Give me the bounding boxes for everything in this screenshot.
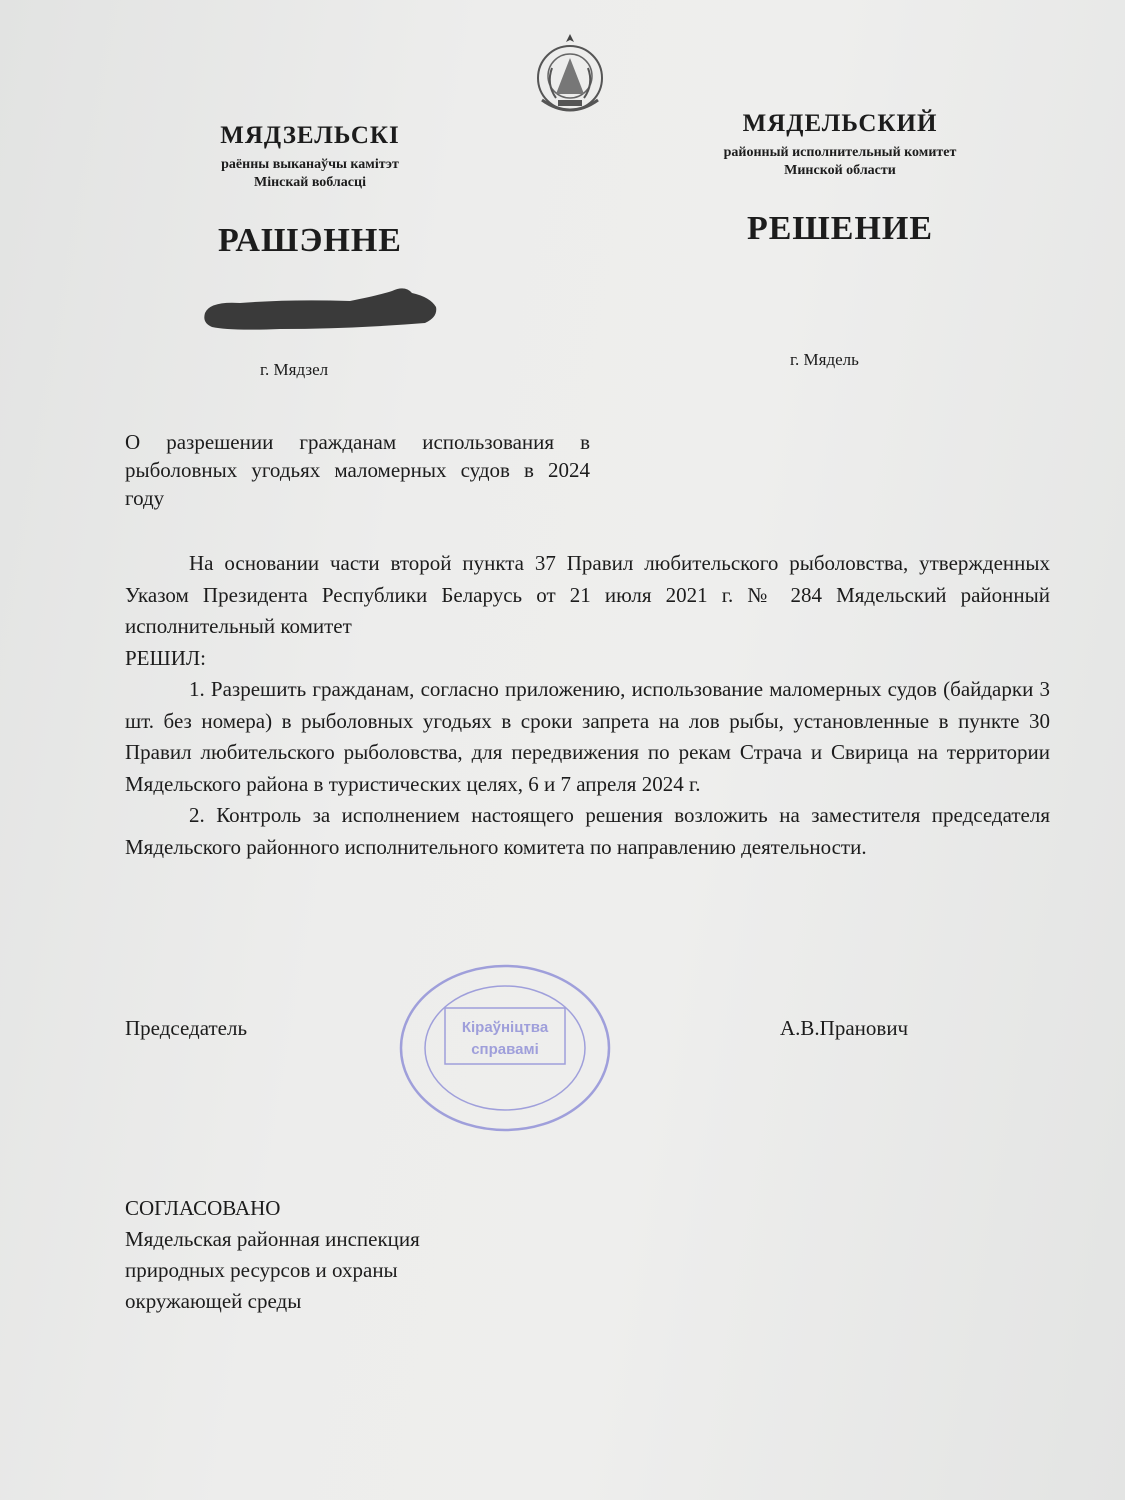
official-stamp: [395, 960, 615, 1140]
stamp-line1: Кіраўніцтва: [461, 1019, 549, 1036]
org-name-ru: МЯДЕЛЬСКИЙ: [742, 110, 938, 137]
agreed-block: [125, 1193, 420, 1317]
org-sub2-by: Мінскай вобласці: [254, 175, 366, 190]
org-sub2-ru: Минской области: [784, 163, 896, 178]
header-left: [150, 122, 470, 192]
resolved-label: РЕШИЛ:: [125, 645, 206, 670]
signature-name: А.В.Пранович: [780, 1016, 909, 1040]
org-name-by: МЯДЗЕЛЬСКІ: [220, 122, 400, 149]
agreed-line1: Мядельская районная инспекция: [125, 1227, 420, 1251]
item-1-paragraph: 1. Разрешить гражданам, согласно приложению, использование маломерных судов (байдарки 3 шт. без номера) в рыболовных угодьях в сроки запрета на лов рыбы, установленные в пункте 30 Правил любительского рыболовства, для передвижения по рекам Страча и Свирица на территории Мядельского района в туристических целях, 6 и 7 апреля 2024 г.: [125, 677, 1050, 796]
doc-type-by: РАШЭННЕ: [218, 222, 402, 259]
redacted-date-number: [200, 285, 440, 337]
city-ru: г. Мядель: [790, 350, 859, 369]
header-right: [670, 110, 1010, 180]
signature-title: Председатель: [125, 1016, 248, 1040]
document-subject: О разрешении гражданам использования в рыболовных угодьях маломерных судов в 2024 году: [125, 430, 590, 510]
document-body: [125, 548, 1050, 863]
doc-type-ru: РЕШЕНИЕ: [746, 210, 934, 247]
agreed-line2: природных ресурсов и охраны: [125, 1258, 398, 1282]
belarus-coat-of-arms-icon: [522, 28, 618, 124]
stamp-line2: справамі: [471, 1041, 539, 1058]
org-sub1-ru: районный исполнительный комитет: [723, 145, 957, 160]
preamble-paragraph: На основании части второй пункта 37 Правил любительского рыболовства, утвержденных Указом Президента Республики Беларусь от 21 июля 2021 г. № 284 Мядельский районный исполнительный комитет: [125, 551, 1050, 638]
item-2-paragraph: 2. Контроль за исполнением настоящего решения возложить на заместителя председателя Мядельского районного исполнительного комитета по направлению деятельности.: [125, 803, 1050, 859]
city-by: г. Мядзел: [260, 360, 329, 379]
org-sub1-by: раённы выканаўчы камітэт: [221, 157, 399, 172]
agreed-line3: окружающей среды: [125, 1289, 302, 1313]
agreed-label: СОГЛАСОВАНО: [125, 1196, 281, 1220]
